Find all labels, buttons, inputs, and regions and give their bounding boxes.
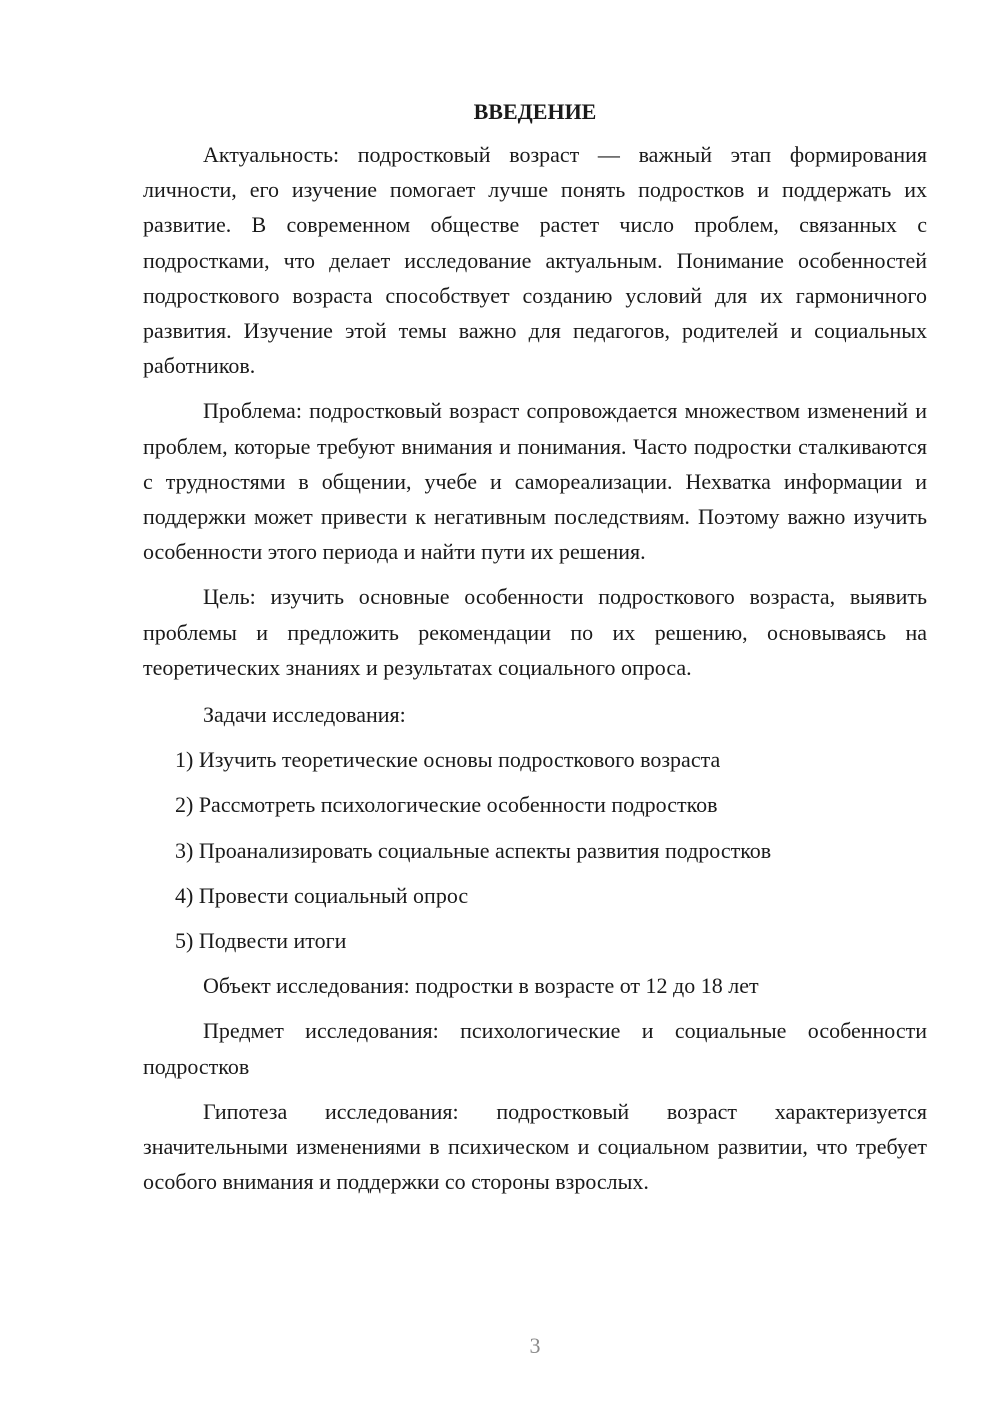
task-item-4: 4) Провести социальный опрос (175, 882, 469, 908)
page-content (143, 96, 927, 1209)
paragraph-object: Объект исследования: подростки в возрасте от 12 до 18 лет (203, 973, 759, 999)
task-item-2: 2) Рассмотреть психологические особенности подростков (175, 792, 718, 818)
paragraph-subject: Предмет исследования: психологические и социальные особенности подростков (143, 1018, 927, 1079)
paragraph-relevance: Актуальность: подростковый возраст — важный этап формирования личности, его изучение помогает лучше понять подростков и поддержать их развитие. В современном обществе растет число проблем, связанных с подростками, что делает исследование актуальным. Понимание особенностей подросткового возраста способствует созданию условий для их гармоничного развития. Изучение этой темы важно для педагогов, родителей и социальных работников. (143, 142, 927, 379)
page-title: ВВЕДЕНИЕ (473, 99, 597, 124)
task-item-3: 3) Проанализировать социальные аспекты развития подростков (175, 837, 772, 863)
task-item-5: 5) Подвести итоги (175, 928, 347, 954)
tasks-heading: Задачи исследования: (203, 702, 406, 728)
task-list (143, 742, 927, 958)
page-number: 3 (529, 1333, 541, 1358)
paragraph-problem: Проблема: подростковый возраст сопровождается множеством изменений и проблем, которые требуют внимания и понимания. Часто подростки сталкиваются с трудностями в общении, учебе и самореализации. Нехватка информации и поддержки может привести к негативным последствиям. Поэтому важно изучить особенности этого периода и найти пути их решения. (143, 398, 927, 565)
paragraph-goal: Цель: изучить основные особенности подросткового возраста, выявить проблемы и предложить рекомендации по их решению, основываясь на теоретических знаниях и результатах социального опроса. (143, 584, 927, 680)
paragraph-hypothesis: Гипотеза исследования: подростковый возраст характеризуется значительными изменениями в психическом и социальном развитии, что требует особого внимания и поддержки со стороны взрослых. (143, 1098, 927, 1195)
task-item-1: 1) Изучить теоретические основы подросткового возраста (175, 747, 721, 773)
